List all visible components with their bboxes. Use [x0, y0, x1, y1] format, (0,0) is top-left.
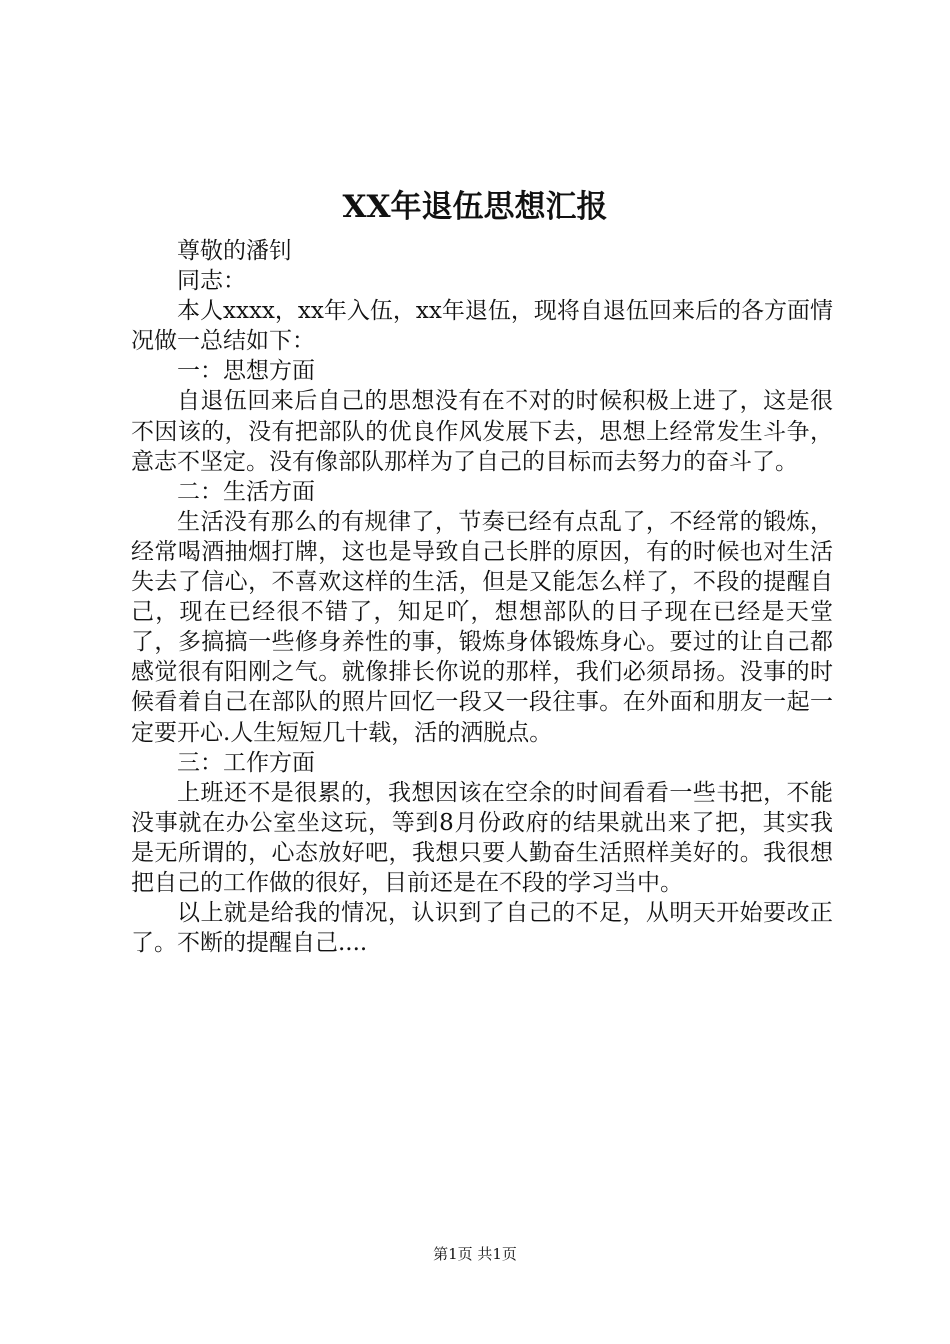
document-body [131, 236, 833, 958]
section-heading-life: 二：生活方面 [177, 478, 315, 505]
intro-paragraph: 本人xxxx，xx年入伍，xx年退伍，现将自退伍回来后的各方面情况做一总结如下： [131, 298, 833, 355]
salutation-line: 同志： [177, 268, 246, 295]
closing-paragraph: 以上就是给我的情况，认识到了自己的不足，从明天开始要改正了。不断的提醒自己.... [131, 900, 833, 957]
page-footer: 第1页 共1页 [433, 1245, 517, 1263]
section-paragraph-work: 上班还不是很累的，我想因该在空余的时间看看一些书把，不能没事就在办公室坐这玩，等到8月份政府的结果就出来了把，其实我是无所谓的，心态放好吧，我想只要人勤奋生活照样美好的。我很想把自己的工作做的很好，目前还是在不段的学习当中。 [131, 779, 833, 896]
section-paragraph-thought: 自退伍回来后自己的思想没有在不对的时候积极上进了，这是很不因该的，没有把部队的优良作风发展下去，思想上经常发生斗争，意志不坚定。没有像部队那样为了自己的目标而去努力的奋斗了。 [131, 388, 833, 475]
section-heading-thought: 一：思想方面 [177, 358, 315, 385]
document-title: XX年退伍思想汇报 [342, 189, 608, 225]
salutation-line: 尊敬的潘钊 [177, 238, 292, 264]
section-heading-work: 三：工作方面 [177, 749, 315, 776]
section-paragraph-life: 生活没有那么的有规律了，节奏已经有点乱了，不经常的锻炼，经常喝酒抽烟打牌，这也是导致自己长胖的原因，有的时候也对生活失去了信心，不喜欢这样的生活，但是又能怎么样了，不段的提醒自己，现在已经很不错了，知足吖，想想部队的日子现在已经是天堂了，多搞搞一些修身养性的事，锻炼身体锻炼身心。要过的让自己都感觉很有阳刚之气。就像排长你说的那样，我们必须昂扬。没事的时候看着自己在部队的照片回忆一段又一段往事。在外面和朋友一起一定要开心.人生短短几十载，活的洒脱点。 [131, 508, 833, 746]
